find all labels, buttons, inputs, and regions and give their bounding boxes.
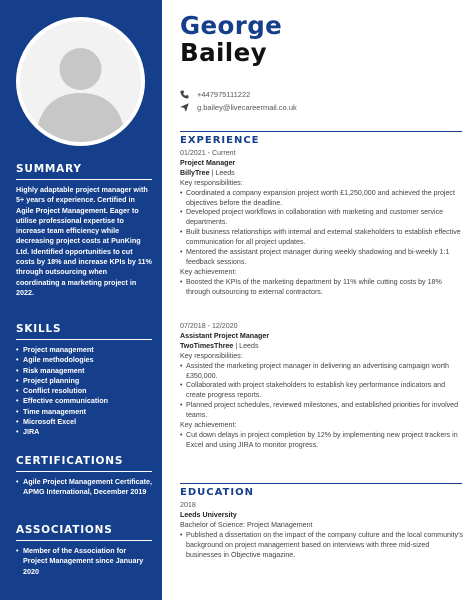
education-details — [180, 531, 465, 561]
job-2 — [180, 322, 465, 451]
job-company-row — [180, 169, 465, 179]
education-year: 2018 — [180, 501, 196, 509]
education-degree: Bachelor of Science: Project Management — [180, 520, 313, 529]
responsibility-item: • Mentored the assistant project manager during weekly shadowing and bi-weekly 1:1 feedback sessions. — [180, 248, 465, 268]
phone-number: +447975111222 — [197, 90, 251, 99]
skills-section — [16, 323, 152, 438]
avatar — [16, 17, 145, 146]
skill-item: • Project planning — [16, 376, 152, 386]
email-row — [180, 103, 297, 112]
summary-text: Highly adaptable project manager with 5+ years of experience. Certified in Agile Project Management. Eager to utilise professional expertise to increase team efficiency while decreasing project costs at PunKing Ltd. Identified opportunities to cut costs by 18% and increase KPIs by 11% through outsourcing when coordinating a marketing project in 2022. — [16, 185, 152, 297]
achievement-item: • Boosted the KPIs of the marketing department by 11% while cutting costs by 18% through outsourcing to external contractors. — [180, 278, 465, 298]
achievement-label: Key achievement: — [180, 421, 237, 430]
associations-list — [16, 546, 152, 577]
responsibility-item: • Coordinated a company expansion project worth £1,250,000 and achieved the project objectives before the deadline. — [180, 189, 465, 209]
responsibilities-label: Key responsibilities: — [180, 351, 243, 360]
summary-section — [16, 163, 152, 298]
first-name: George — [180, 11, 283, 40]
job-company: TwoTimesThree — [180, 341, 234, 350]
achievement-item: • Cut down delays in project completion by 12% by implementing new project trackers in Excel and using JIRA to monitor progress. — [180, 431, 465, 451]
skills-title: SKILLS — [16, 323, 152, 340]
job-location: | Leeds — [211, 168, 235, 177]
education-school: Leeds University — [180, 510, 237, 519]
responsibility-item: • Assisted the marketing project manager in delivering an advertising campaign worth £350,000. — [180, 362, 465, 382]
responsibility-item: • Developed project workflows in collaboration with marketing and customer service departments. — [180, 208, 465, 228]
job-dates: 01/2021 - Current — [180, 149, 236, 157]
skill-item: • Project management — [16, 345, 152, 355]
certifications-section — [16, 455, 152, 498]
skill-item: • Effective communication — [16, 396, 152, 406]
job-location: | Leeds — [235, 341, 259, 350]
achievements-list — [180, 431, 465, 451]
education-title: EDUCATION — [180, 483, 462, 498]
skill-item: • Conflict resolution — [16, 386, 152, 396]
email-address[interactable]: g.bailey@livecareermail.co.uk — [197, 103, 297, 112]
associations-section — [16, 524, 152, 577]
job-role: Assistant Project Manager — [180, 331, 270, 340]
experience-title: EXPERIENCE — [180, 131, 462, 146]
responsibilities-label: Key responsibilities: — [180, 178, 243, 187]
last-name: Bailey — [180, 38, 267, 67]
certifications-title: CERTIFICATIONS — [16, 455, 152, 472]
phone-icon — [180, 90, 189, 99]
skills-list — [16, 345, 152, 438]
associations-title: ASSOCIATIONS — [16, 524, 152, 541]
user-silhouette-icon — [20, 21, 141, 142]
association-item: • Member of the Association for Project Management since January 2020 — [16, 546, 152, 577]
job-1 — [180, 149, 465, 298]
responsibilities-list — [180, 362, 465, 421]
education-entry — [180, 501, 465, 560]
job-role: Project Manager — [180, 158, 236, 167]
skill-item: • Agile methodologies — [16, 355, 152, 365]
skill-item: • Time management — [16, 407, 152, 417]
responsibilities-list — [180, 189, 465, 268]
achievements-list — [180, 278, 465, 298]
responsibility-item: • Collaborated with project stakeholders to establish key performance indicators and create progress reports. — [180, 381, 465, 401]
responsibility-item: • Built business relationships with internal and external stakeholders to establish effective communication for all project updates. — [180, 228, 465, 248]
job-dates: 07/2018 - 12/2020 — [180, 322, 238, 330]
skill-item: • JIRA — [16, 427, 152, 437]
education-detail-item: • Published a dissertation on the impact of the company culture and the local community's background on project management based on interviews with three mid-sized businesses in Objective magazine. — [180, 531, 465, 561]
achievement-label: Key achievement: — [180, 267, 237, 276]
skill-item: • Risk management — [16, 366, 152, 376]
job-company: BillyTree — [180, 168, 210, 177]
summary-title: SUMMARY — [16, 163, 152, 180]
responsibility-item: • Planned project schedules, reviewed milestones, and established priorities for involved teams. — [180, 401, 465, 421]
sidebar — [0, 0, 162, 600]
job-company-row — [180, 342, 465, 352]
phone-row — [180, 90, 250, 99]
certification-item: • Agile Project Management Certificate, APMG International, December 2019 — [16, 477, 152, 498]
send-icon — [180, 103, 189, 112]
certifications-list — [16, 477, 152, 498]
skill-item: • Microsoft Excel — [16, 417, 152, 427]
